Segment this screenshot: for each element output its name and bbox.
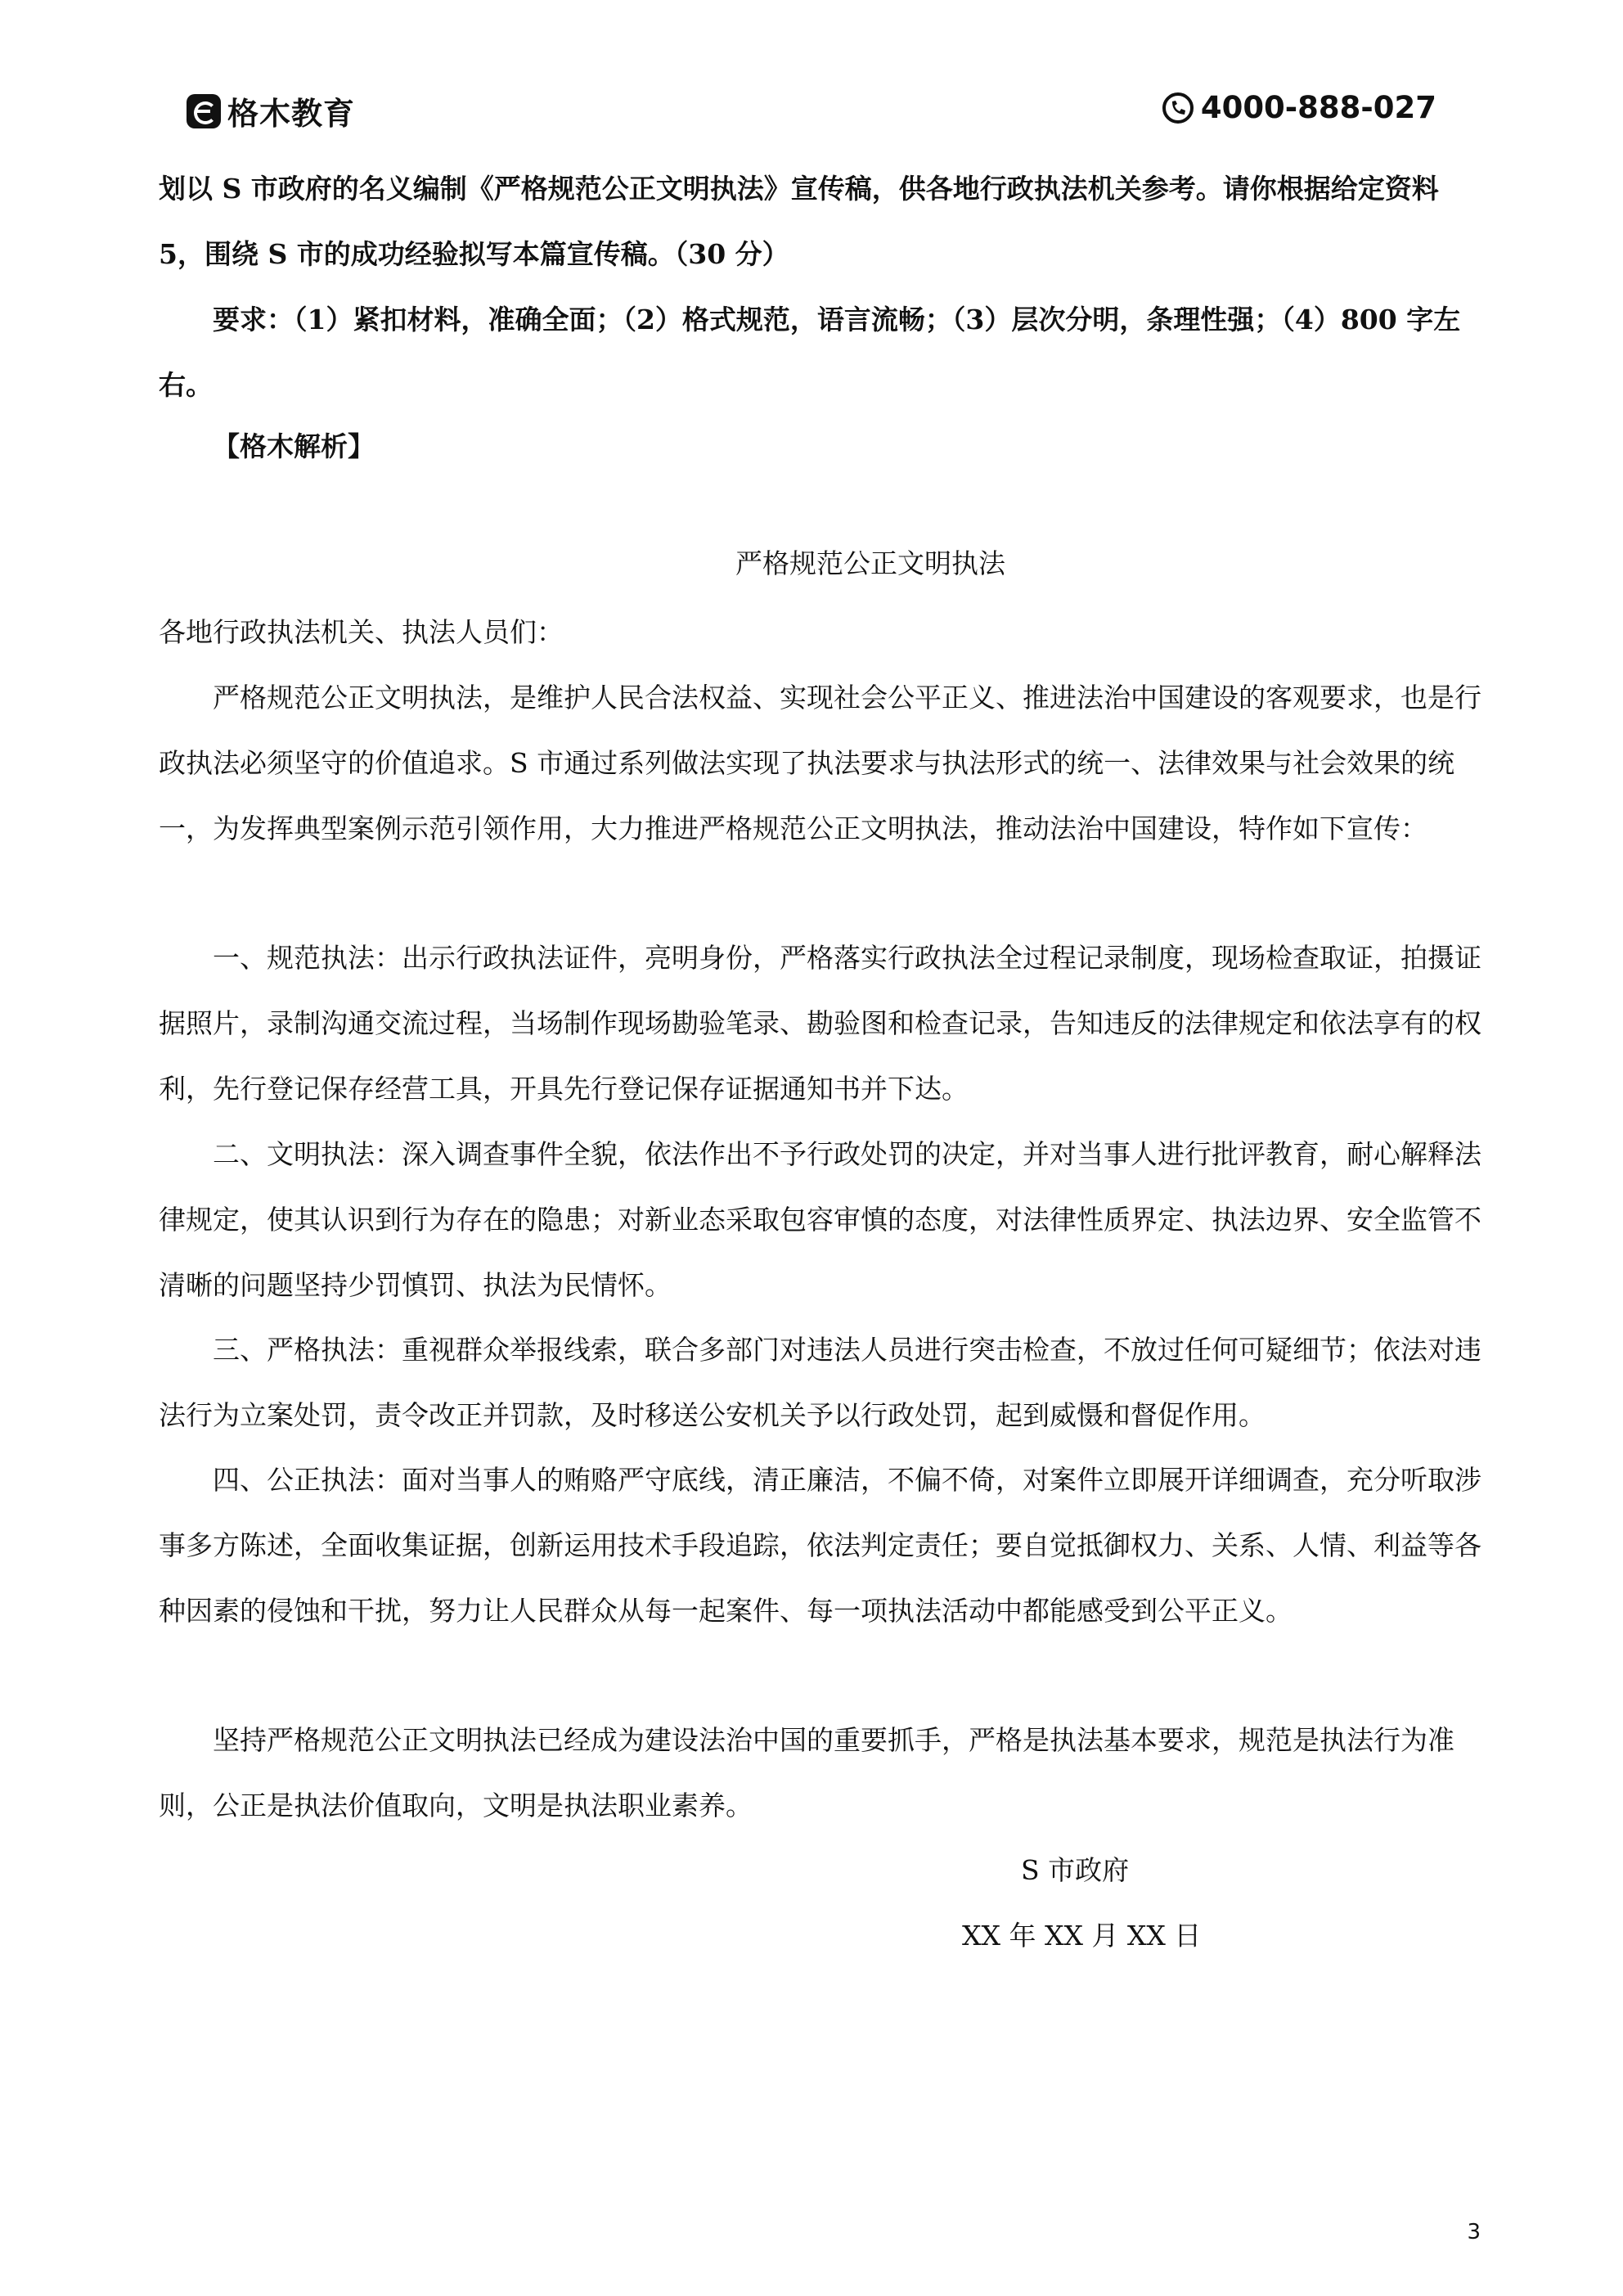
brand-logo: [187, 88, 355, 133]
article-title: 严格规范公正文明执法: [735, 547, 1005, 579]
article-paragraph-fair: 四、公正执法：面对当事人的贿赂严守底线，清正廉洁，不偏不倚，对案件立即展开详细调查，充分听取涉事多方陈述，全面收集证据，创新运用技术手段追踪，依法判定责任；要自觉抵御权力、关系、人情、利益等各种因素的侵蚀和干扰，努力让人民群众从每一起案件、每一项执法活动中都能感受到公平正义。: [159, 1464, 1481, 1627]
brand-e-logo-icon: [187, 94, 221, 128]
article-paragraph-civilized: 二、文明执法：深入调查事件全貌，依法作出不予行政处罚的决定，并对当事人进行批评教育，耐心解释法律规定，使其认识到行为存在的隐患；对新业态采取包容审慎的态度，对法律性质界定、执法边界、安全监管不清晰的问题坚持少罚慎罚、执法为民情怀。: [159, 1138, 1481, 1301]
phone-contact: [1162, 90, 1436, 125]
phone-icon: [1162, 92, 1194, 124]
page-header: [187, 88, 1436, 134]
article-signature: S 市政府: [1021, 1854, 1130, 1886]
article-paragraph-intro: 严格规范公正文明执法，是维护人民合法权益、实现社会公平正义、推进法治中国建设的客观要求，也是行政执法必须坚守的价值追求。S 市通过系列做法实现了执法要求与执法形式的统一、法律效果与社会效果的统一，为发挥典型案例示范引领作用，大力推进严格规范公正文明执法，推动法治中国建设，特作如下宣传：: [159, 682, 1481, 844]
question-requirements: 要求：（1）紧扣材料，准确全面；（2）格式规范，语言流畅；（3）层次分明，条理性强；（4）800 字左右。: [159, 304, 1461, 401]
question-text: 划以 S 市政府的名义编制《严格规范公正文明执法》宣传稿，供各地行政执法机关参考。请你根据给定资料 5，围绕 S 市的成功经验拟写本篇宣传稿。（30 分）: [159, 173, 1439, 270]
page-number: 3: [1467, 2220, 1481, 2244]
analysis-label: 【格木解析】: [213, 430, 375, 462]
article-date: XX 年 XX 月 XX 日: [962, 1920, 1202, 1952]
article-paragraph-strict: 三、严格执法：重视群众举报线索，联合多部门对违法人员进行突击检查，不放过任何可疑细节；依法对违法行为立案处罚，责令改正并罚款，及时移送公安机关予以行政处罚，起到威慑和督促作用。: [159, 1334, 1481, 1431]
phone-number: 4000-888-027: [1200, 90, 1436, 125]
article-paragraph-standardized: 一、规范执法：出示行政执法证件，亮明身份，严格落实行政执法全过程记录制度，现场检查取证，拍摄证据照片，录制沟通交流过程，当场制作现场勘验笔录、勘验图和检查记录，告知违反的法律规定和依法享有的权利，先行登记保存经营工具，开具先行登记保存证据通知书并下达。: [159, 942, 1481, 1105]
brand-name: 格木教育: [227, 96, 356, 132]
article-salutation: 各地行政执法机关、执法人员们：: [159, 616, 564, 648]
article-paragraph-conclusion: 坚持严格规范公正文明执法已经成为建设法治中国的重要抓手，严格是执法基本要求，规范是执法行为准则，公正是执法价值取向，文明是执法职业素养。: [159, 1724, 1454, 1821]
